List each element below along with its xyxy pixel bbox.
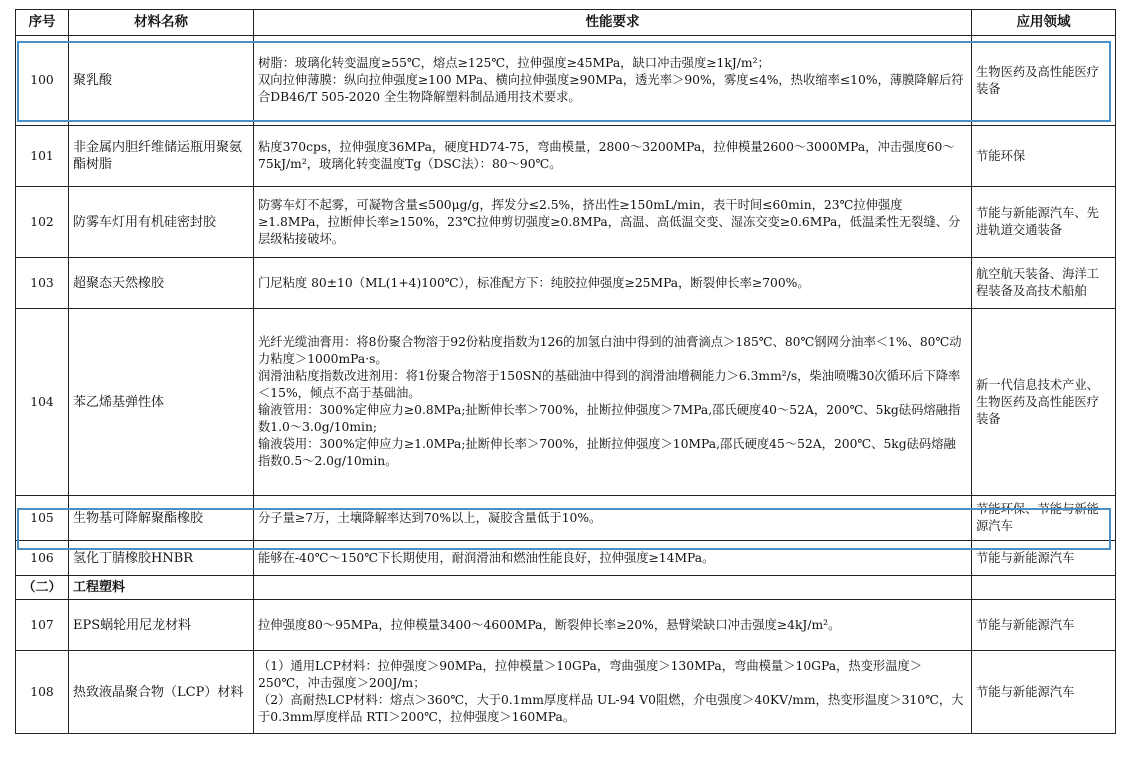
application-field: 节能环保、节能与新能源汽车	[972, 496, 1116, 541]
row-number: 103	[16, 258, 69, 309]
application-field: 节能与新能源汽车、先进轨道交通装备	[972, 187, 1116, 258]
row-number: 104	[16, 309, 69, 496]
requirement-line: 拉伸强度80～95MPa，拉伸模量3400～4600MPa，断裂伸长率≥20%，悬臂梁缺口冲击强度≥4kJ/m²。	[258, 617, 841, 632]
material-name: 氢化丁腈橡胶HNBR	[69, 541, 254, 576]
requirement-line: 双向拉伸薄膜：纵向拉伸强度≥100 MPa、横向拉伸强度≥90MPa，透光率＞90%，雾度≤4%，热收缩率≤10%，薄膜降解后符合DB46/T 505-2020 全生物降解塑料制品通用技术要求。	[258, 73, 964, 104]
requirement-line: 输液管用：300%定伸应力≥0.8MPa;扯断伸长率＞700%，扯断拉伸强度＞7MPa,邵氏硬度40～52A，200℃、5kg砝码熔融指数1.0～3.0g/10min;	[258, 403, 961, 434]
requirement-line: 光纤光缆油膏用：将8份聚合物溶于92份粘度指数为126的加氢白油中得到的油膏滴点＞185℃、80℃钢网分油率＜1%、80℃动力粘度＞1000mPa·s。	[258, 335, 962, 366]
row-number: 105	[16, 496, 69, 541]
row-number: 102	[16, 187, 69, 258]
table-row	[16, 258, 1116, 309]
table-row	[16, 651, 1116, 734]
application-field: 航空航天装备、海洋工程装备及高技术船舶	[972, 258, 1116, 309]
material-name: 非金属内胆纤维储运瓶用聚氨酯树脂	[69, 126, 254, 187]
requirement-line: （2）高耐热LCP材料：熔点＞360℃，大于0.1mm厚度样品 UL-94 V0阻燃，介电强度＞40KV/mm，热变形温度＞310℃，大于0.3mm厚度样品 RTI＞200℃，拉伸强度＞160MPa。	[258, 693, 964, 724]
table-header-row	[16, 10, 1116, 36]
performance-requirements	[254, 187, 972, 258]
material-name: 苯乙烯基弹性体	[69, 309, 254, 496]
row-number: 107	[16, 600, 69, 651]
empty-cell	[972, 576, 1116, 600]
section-row	[16, 576, 1116, 600]
row-number: 108	[16, 651, 69, 734]
application-field: 节能与新能源汽车	[972, 541, 1116, 576]
application-field: 节能与新能源汽车	[972, 651, 1116, 734]
material-name: 聚乳酸	[69, 36, 254, 126]
performance-requirements	[254, 258, 972, 309]
header-material-name: 材料名称	[69, 10, 254, 36]
application-field: 节能与新能源汽车	[972, 600, 1116, 651]
application-field: 新一代信息技术产业、生物医药及高性能医疗装备	[972, 309, 1116, 496]
requirement-line: 防雾车灯不起雾，可凝物含量≤500μg/g，挥发分≤2.5%，挤出性≥150mL/min，表干时间≤60min，23℃拉伸强度≥1.8MPa，拉断伸长率≥150%，23℃拉伸剪切强度≥0.8MPa，高温、高低温交变、湿冻交变≥0.6MPa，低温柔性无裂缝、分层级粘接破坏。	[258, 197, 961, 246]
performance-requirements	[254, 309, 972, 496]
application-field: 生物医药及高性能医疗装备	[972, 36, 1116, 126]
material-name: EPS蜗轮用尼龙材料	[69, 600, 254, 651]
table-row	[16, 126, 1116, 187]
material-name: 热致液晶聚合物（LCP）材料	[69, 651, 254, 734]
table-row	[16, 36, 1116, 126]
performance-requirements	[254, 541, 972, 576]
requirement-line: （1）通用LCP材料：拉伸强度＞90MPa，拉伸模量＞10GPa，弯曲强度＞130MPa，弯曲模量＞10GPa，热变形温度＞250℃，冲击强度＞200J/m；	[258, 659, 923, 690]
table-row	[16, 309, 1116, 496]
requirement-line: 输液袋用：300%定伸应力≥1.0MPa;扯断伸长率＞700%，扯断拉伸强度＞10MPa,邵氏硬度45～52A，200℃、5kg砝码熔融指数0.5～2.0g/10min。	[258, 437, 956, 468]
material-name: 防雾车灯用有机硅密封胶	[69, 187, 254, 258]
requirement-line: 门尼粘度 80±10（ML(1+4)100℃），标准配方下：纯胶拉伸强度≥25MPa，断裂伸长率≥700%。	[258, 275, 810, 290]
header-application: 应用领域	[972, 10, 1116, 36]
header-serial: 序号	[16, 10, 69, 36]
table-row	[16, 541, 1116, 576]
table-row	[16, 600, 1116, 651]
application-field: 节能环保	[972, 126, 1116, 187]
requirement-line: 润滑油粘度指数改进剂用：将1份聚合物溶于150SN的基础油中得到的润滑油增稠能力＞6.3mm²/s，柴油喷嘴30次循环后下降率＜15%，倾点不高于基础油。	[258, 369, 961, 400]
row-number: 101	[16, 126, 69, 187]
material-name: 生物基可降解聚酯橡胶	[69, 496, 254, 541]
requirement-line: 分子量≥7万，土壤降解率达到70%以上，凝胶含量低于10%。	[258, 510, 602, 525]
header-performance: 性能要求	[254, 10, 972, 36]
table-row	[16, 496, 1116, 541]
requirement-line: 粘度370cps，拉伸强度36MPa，硬度HD74-75，弯曲模量，2800～3200MPa，拉伸模量2600～3000MPa，冲击强度60～75kJ/m²，玻璃化转变温度Tg（DSC法）：80～90℃。	[258, 140, 955, 171]
material-name: 超聚态天然橡胶	[69, 258, 254, 309]
performance-requirements	[254, 126, 972, 187]
requirement-line: 能够在-40℃～150℃下长期使用，耐润滑油和燃油性能良好，拉伸强度≥14MPa。	[258, 550, 715, 565]
empty-cell	[254, 576, 972, 600]
row-number: 100	[16, 36, 69, 126]
performance-requirements	[254, 600, 972, 651]
row-number: 106	[16, 541, 69, 576]
section-number: （二）	[16, 576, 69, 600]
materials-spec-table	[15, 9, 1116, 734]
requirement-line: 树脂：玻璃化转变温度≥55℃，熔点≥125℃，拉伸强度≥45MPa，缺口冲击强度≥1kJ/m²；	[258, 56, 770, 70]
performance-requirements	[254, 36, 972, 126]
table-row	[16, 187, 1116, 258]
performance-requirements	[254, 651, 972, 734]
performance-requirements	[254, 496, 972, 541]
section-title: 工程塑料	[69, 576, 254, 600]
